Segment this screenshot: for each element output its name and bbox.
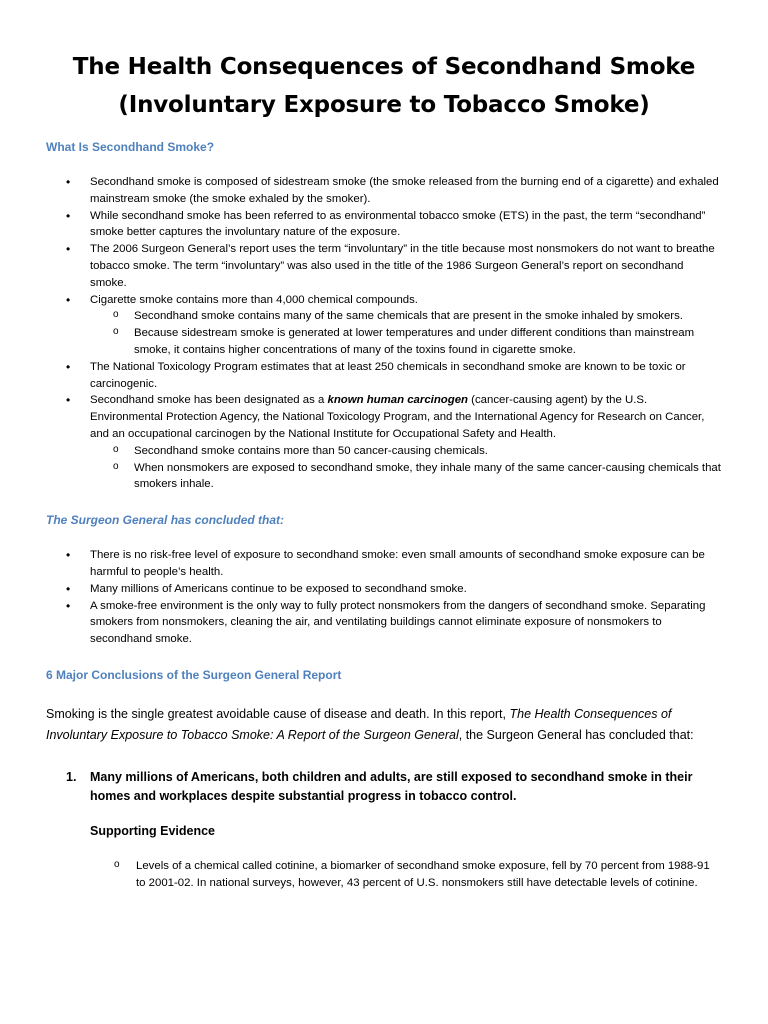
carcinogen-emphasis: known human carcinogen — [327, 394, 468, 407]
list-item: • While secondhand smoke has been referred to as environmental tobacco smoke (ETS) in the past, the term “secondhand” smoke better captures the involuntary nature of the exposure. — [46, 208, 722, 242]
sub-list — [90, 443, 722, 493]
list-item — [46, 392, 722, 493]
section-heading-surgeon-general: The Surgeon General has concluded that: — [46, 513, 285, 528]
evidence-item: o Levels of a chemical called cotinine, a biomarker of secondhand smoke exposure, fell by 70 percent from 1988-91 to 2001-02. In national surveys, however, 43 percent of U.S. nonsmokers still have detectable levels of cotinine. — [46, 858, 722, 892]
list-item-text: Secondhand smoke has been designated as a — [90, 394, 328, 407]
list-item: • A smoke-free environment is the only way to fully protect nonsmokers from the dangers of secondhand smoke. Separating smokers from nonsmokers, cleaning the air, and ventilating buildings cannot eliminate exposure of nonsmokers to secondhand smoke. — [46, 598, 722, 648]
sub-list — [90, 308, 722, 358]
list-item: • The National Toxicology Program estimates that at least 250 chemicals in secondhand smoke are known to be toxic or carcinogenic. — [46, 359, 722, 393]
section-heading-major-conclusions: 6 Major Conclusions of the Surgeon General Report — [46, 667, 342, 682]
list-item: • There is no risk-free level of exposure to secondhand smoke: even small amounts of secondhand smoke exposure can be harmful to people’s health. — [46, 547, 722, 581]
what-is-bullet-list — [46, 174, 722, 493]
conclusion-item — [46, 768, 722, 806]
title-line-2: (Involuntary Exposure to Tobacco Smoke) — [118, 92, 650, 118]
surgeon-general-bullet-list — [46, 547, 722, 648]
document-title — [46, 48, 722, 124]
conclusions-list — [46, 768, 722, 806]
intro-text: , the Surgeon General has concluded that: — [458, 727, 694, 742]
conclusion-text: Many millions of Americans, both children and adults, are still exposed to secondhand smoke in their homes and workplaces despite substantial progress in tobacco control. — [90, 769, 693, 803]
report-title-emphasis: The Health Consequences of Involuntary Exposure to Tobacco Smoke: A Report of the Surgeon General — [46, 706, 672, 742]
intro-paragraph — [46, 704, 722, 746]
list-item: • Many millions of Americans continue to be exposed to secondhand smoke. — [46, 581, 722, 598]
intro-text: Smoking is the single greatest avoidable cause of disease and death. In this report, — [46, 706, 510, 721]
list-item: • Secondhand smoke is composed of sidestream smoke (the smoke released from the burning end of a cigarette) and exhaled mainstream smoke (the smoke exhaled by the smoker). — [46, 174, 722, 208]
sub-list-item: o Secondhand smoke contains more than 50 cancer-causing chemicals. — [90, 443, 722, 460]
sub-list-item: o Because sidestream smoke is generated at lower temperatures and under different conditions than mainstream smoke, it contains higher concentrations of many of the toxins found in cigarette smoke. — [90, 325, 722, 359]
supporting-evidence-heading: Supporting Evidence — [90, 823, 216, 838]
list-item-text: Cigarette smoke contains more than 4,000 chemical compounds. — [90, 293, 418, 306]
title-line-1: The Health Consequences of Secondhand Smoke — [72, 54, 696, 80]
section-heading-what-is: What Is Secondhand Smoke? — [46, 140, 215, 154]
sub-list-item: o When nonsmokers are exposed to secondhand smoke, they inhale many of the same cancer-causing chemicals that smokers inhale. — [90, 460, 722, 494]
list-item — [46, 292, 722, 359]
sub-list-item: o Secondhand smoke contains many of the same chemicals that are present in the smoke inhaled by smokers. — [90, 308, 722, 325]
conclusion-number: 1. — [66, 769, 77, 784]
list-item: • The 2006 Surgeon General’s report uses the term “involuntary” in the title because most nonsmokers do not want to breathe tobacco smoke. The term “involuntary” was also used in the title of the 1986 Surgeon General’s report on secondhand smoke. — [46, 241, 722, 291]
list-item-text: (cancer-causing agent) by the U.S. Environmental Protection Agency, the National Toxicology Program, and the International Agency for Research on Cancer, and an occupational carcinogen by the National Institute for Occupational Safety and Health. — [90, 394, 705, 440]
evidence-list — [46, 858, 722, 892]
